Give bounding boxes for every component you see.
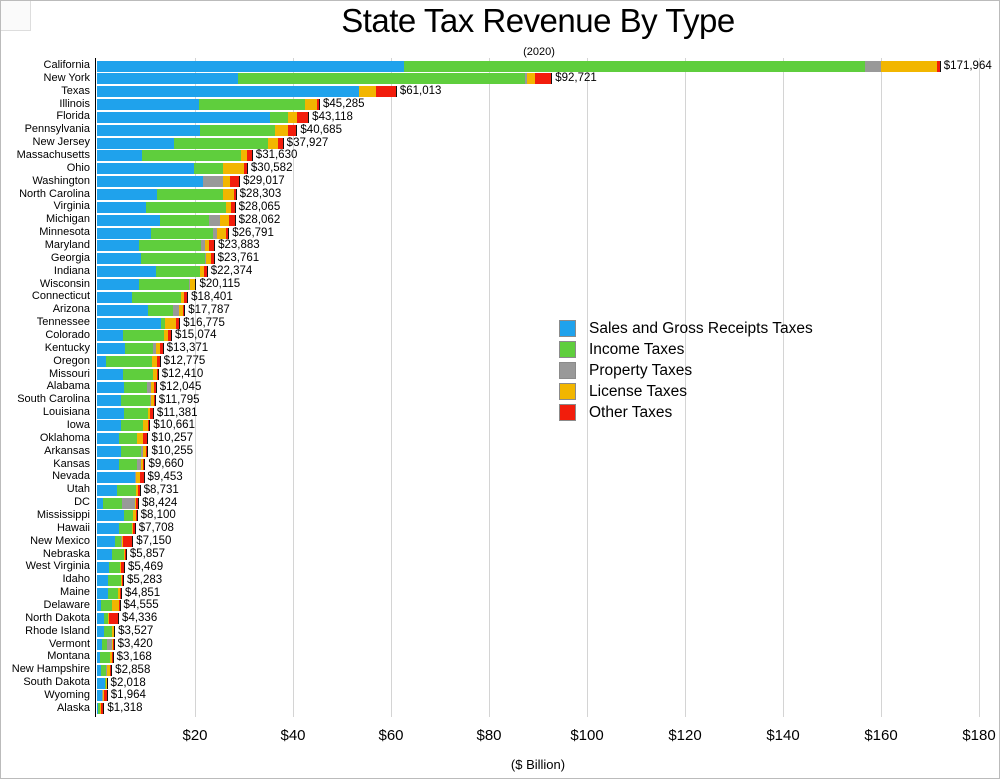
bar-segment-sales bbox=[97, 395, 121, 406]
bar-value-label: $13,371 bbox=[166, 342, 209, 355]
bar-row bbox=[97, 562, 163, 573]
bar-segment-property bbox=[203, 176, 223, 187]
state-label: Kentucky bbox=[44, 341, 90, 354]
bar-segment-income bbox=[270, 112, 288, 123]
gridline bbox=[979, 58, 980, 717]
bar-row bbox=[97, 690, 146, 701]
bar-value-label: $1,964 bbox=[110, 689, 146, 702]
bar-segment-sales bbox=[97, 369, 123, 380]
y-axis-line bbox=[95, 58, 96, 717]
bar-row bbox=[97, 652, 152, 663]
bar-value-label: $37,927 bbox=[286, 136, 329, 149]
bar-segment-income bbox=[117, 485, 137, 496]
legend-item bbox=[559, 318, 813, 339]
legend-label: Other Taxes bbox=[589, 403, 673, 421]
legend-item bbox=[559, 339, 813, 360]
legend-swatch-license bbox=[559, 383, 576, 400]
legend-swatch-income bbox=[559, 341, 576, 358]
state-label: Maine bbox=[60, 586, 90, 599]
bar-segment-sales bbox=[97, 215, 160, 226]
state-label: Michigan bbox=[45, 213, 90, 226]
bar-segment-other bbox=[288, 125, 296, 136]
bar-row bbox=[97, 240, 260, 251]
bar-row bbox=[97, 369, 203, 380]
bar-segment-income bbox=[108, 588, 118, 599]
bar-segment-sales bbox=[97, 356, 106, 367]
bar-segment-license bbox=[217, 228, 226, 239]
bar-segment-income bbox=[101, 600, 111, 611]
bar-row bbox=[97, 510, 176, 521]
state-label: Montana bbox=[47, 650, 90, 663]
bar-row bbox=[97, 228, 274, 239]
bar-row bbox=[97, 61, 992, 72]
bar-segment-other bbox=[230, 176, 239, 187]
bar-value-label: $12,410 bbox=[161, 368, 204, 381]
bar-segment-sales bbox=[97, 163, 194, 174]
legend-swatch-property bbox=[559, 362, 576, 379]
bar-segment-income bbox=[148, 305, 173, 316]
bar-value-label: $23,761 bbox=[217, 252, 260, 265]
state-label: Tennessee bbox=[36, 316, 90, 329]
gridline bbox=[881, 58, 882, 717]
bar-value-label: $3,420 bbox=[117, 638, 153, 651]
bar-row bbox=[97, 279, 240, 290]
axis-tick-label: $80 bbox=[476, 727, 502, 744]
bar-segment-income bbox=[121, 446, 142, 457]
bar-segment-income bbox=[139, 279, 189, 290]
bar-segment-sales bbox=[97, 73, 238, 84]
bar-value-label: $28,303 bbox=[239, 188, 282, 201]
bar-segment-sales bbox=[97, 138, 174, 149]
bar-row bbox=[97, 202, 280, 213]
bar-row bbox=[97, 678, 146, 689]
legend bbox=[559, 318, 813, 423]
bar-segment-license bbox=[288, 112, 297, 123]
bar-value-label: $9,453 bbox=[147, 470, 183, 483]
bar-value-label: $7,708 bbox=[138, 522, 174, 535]
bar-segment-sales bbox=[97, 125, 200, 136]
bar-segment-sales bbox=[97, 318, 161, 329]
bar-value-label: $23,883 bbox=[218, 239, 260, 252]
state-label: New Mexico bbox=[30, 534, 90, 547]
axis-tick-label: $60 bbox=[378, 727, 404, 744]
bar-row bbox=[97, 318, 225, 329]
bar-row bbox=[97, 536, 171, 547]
chart-title: State Tax Revenue By Type bbox=[341, 2, 735, 39]
bar-segment-sales bbox=[97, 292, 132, 303]
bar-value-label: $1,318 bbox=[107, 702, 143, 715]
bar-segment-license bbox=[165, 318, 176, 329]
state-label: Virginia bbox=[53, 200, 90, 213]
state-label: Utah bbox=[66, 483, 90, 496]
state-label: Connecticut bbox=[31, 290, 90, 303]
legend-swatch-other bbox=[559, 404, 576, 421]
bar-segment-sales bbox=[97, 613, 104, 624]
bar-row bbox=[97, 433, 193, 444]
bar-value-label: $10,257 bbox=[151, 432, 194, 445]
axis-tick-label: $180 bbox=[962, 727, 996, 744]
bar-segment-income bbox=[124, 408, 148, 419]
bar-value-label: $11,795 bbox=[158, 393, 200, 406]
bar-segment-income bbox=[194, 163, 223, 174]
state-label: Vermont bbox=[49, 637, 90, 650]
bar-row bbox=[97, 549, 165, 560]
bar-row bbox=[97, 73, 597, 84]
bar-segment-income bbox=[200, 125, 275, 136]
bar-value-label: $28,062 bbox=[238, 213, 281, 226]
state-label: Colorado bbox=[45, 328, 90, 341]
legend-label: Income Taxes bbox=[589, 340, 685, 358]
bar-segment-sales bbox=[97, 253, 141, 264]
bar-row bbox=[97, 420, 195, 431]
bar-row bbox=[97, 138, 328, 149]
bar-segment-sales bbox=[97, 99, 199, 110]
bar-value-label: $5,469 bbox=[127, 560, 164, 573]
bar-row bbox=[97, 330, 217, 341]
legend-item bbox=[559, 402, 813, 423]
bar-segment-sales bbox=[97, 202, 146, 213]
bar-segment-sales bbox=[97, 678, 105, 689]
bar-row bbox=[97, 408, 198, 419]
axis-tick-label: $100 bbox=[570, 727, 604, 744]
bar-value-label: $22,374 bbox=[210, 265, 253, 278]
legend-label: Property Taxes bbox=[589, 361, 693, 379]
legend-label: License Taxes bbox=[589, 382, 687, 400]
state-label: Florida bbox=[56, 110, 90, 123]
legend-item bbox=[559, 360, 813, 381]
bar-row bbox=[97, 613, 157, 624]
bar-row bbox=[97, 446, 193, 457]
state-label: Oklahoma bbox=[39, 431, 90, 444]
bar-segment-other bbox=[376, 86, 396, 97]
bar-value-label: $28,065 bbox=[238, 200, 281, 213]
bar-segment-income bbox=[125, 343, 152, 354]
bar-value-label: $4,336 bbox=[122, 612, 158, 625]
bar-row bbox=[97, 639, 153, 650]
bar-segment-income bbox=[104, 626, 111, 637]
state-label: North Dakota bbox=[25, 611, 90, 624]
gridline bbox=[391, 58, 392, 717]
bar-value-label: $12,045 bbox=[159, 380, 202, 393]
bar-row bbox=[97, 292, 233, 303]
state-label: North Carolina bbox=[19, 187, 90, 200]
state-label: Alabama bbox=[46, 380, 90, 393]
bar-segment-license bbox=[112, 600, 119, 611]
axis-tick-label: $140 bbox=[766, 727, 800, 744]
bar-value-label: $12,775 bbox=[163, 355, 206, 368]
state-label: Louisiana bbox=[42, 406, 90, 419]
bar-row bbox=[97, 575, 162, 586]
bar-segment-income bbox=[142, 150, 241, 161]
bar-segment-sales bbox=[97, 305, 148, 316]
legend-label: Sales and Gross Receipts Taxes bbox=[589, 319, 813, 337]
bar-value-label: $4,851 bbox=[124, 586, 161, 599]
bar-row bbox=[97, 382, 201, 393]
bar-row bbox=[97, 395, 200, 406]
bar-value-label: $4,555 bbox=[123, 599, 159, 612]
bar-segment-sales bbox=[97, 176, 203, 187]
state-label: Mississippi bbox=[36, 508, 90, 521]
bar-segment-income bbox=[108, 575, 120, 586]
x-axis-title: ($ Billion) bbox=[510, 757, 566, 772]
bar-row bbox=[97, 523, 174, 534]
bar-row bbox=[97, 150, 297, 161]
state-label: DC bbox=[74, 496, 90, 509]
bar-segment-license bbox=[275, 125, 288, 136]
bar-row bbox=[97, 86, 441, 97]
bar-value-label: $5,857 bbox=[129, 548, 166, 561]
bar-value-label: $20,115 bbox=[199, 278, 241, 291]
bar-segment-other bbox=[535, 73, 551, 84]
bar-segment-sales bbox=[97, 510, 124, 521]
bar-segment-sales bbox=[97, 112, 270, 123]
state-label: Washington bbox=[32, 174, 90, 187]
bar-row bbox=[97, 703, 143, 714]
bar-value-label: $31,630 bbox=[255, 149, 298, 162]
bar-row bbox=[97, 266, 252, 277]
state-label: New York bbox=[43, 71, 90, 84]
bar-segment-license bbox=[527, 73, 535, 84]
bar-segment-sales bbox=[97, 408, 124, 419]
bar-value-label: $43,118 bbox=[312, 110, 353, 123]
bar-segment-sales bbox=[97, 279, 139, 290]
bar-segment-income bbox=[103, 498, 123, 509]
bar-value-label: $10,661 bbox=[153, 419, 195, 432]
bar-segment-license bbox=[268, 138, 277, 149]
bar-segment-sales bbox=[97, 562, 109, 573]
axis-tick-label: $120 bbox=[668, 727, 702, 744]
state-label: Missouri bbox=[49, 367, 90, 380]
bar-segment-sales bbox=[97, 575, 108, 586]
bar-value-label: $16,775 bbox=[183, 316, 225, 329]
legend-item bbox=[559, 381, 813, 402]
state-label: New Hampshire bbox=[11, 663, 90, 676]
bar-segment-sales bbox=[97, 61, 404, 72]
state-label: Arkansas bbox=[44, 444, 90, 457]
axis-tick-label: $40 bbox=[280, 727, 306, 744]
bar-value-label: $5,283 bbox=[126, 573, 163, 586]
bar-segment-license bbox=[220, 215, 229, 226]
bar-segment-income bbox=[139, 240, 201, 251]
bar-segment-license bbox=[359, 86, 376, 97]
bar-segment-sales bbox=[97, 86, 359, 97]
bar-segment-income bbox=[404, 61, 866, 72]
state-label: Iowa bbox=[66, 418, 90, 431]
bar-segment-other bbox=[297, 112, 308, 123]
bar-segment-sales bbox=[97, 472, 135, 483]
bar-value-label: $3,168 bbox=[116, 650, 152, 663]
state-label: Oregon bbox=[53, 354, 90, 367]
bar-value-label: $61,013 bbox=[399, 85, 442, 98]
bar-segment-sales bbox=[97, 626, 104, 637]
bar-segment-income bbox=[151, 228, 213, 239]
state-label: California bbox=[43, 59, 90, 71]
bar-segment-income bbox=[112, 549, 124, 560]
bar-value-label: $30,582 bbox=[250, 162, 293, 175]
bar-segment-sales bbox=[97, 485, 117, 496]
state-label: Ohio bbox=[66, 161, 90, 174]
bar-row bbox=[97, 99, 365, 110]
bar-value-label: $10,255 bbox=[151, 445, 194, 458]
axis-tick-label: $20 bbox=[182, 727, 208, 744]
state-label: New Jersey bbox=[32, 136, 90, 149]
bar-value-label: $45,285 bbox=[322, 98, 365, 111]
state-label: Georgia bbox=[50, 251, 90, 264]
bar-segment-other bbox=[123, 536, 132, 547]
bar-segment-license bbox=[223, 189, 234, 200]
bar-segment-income bbox=[121, 420, 144, 431]
bar-segment-sales bbox=[97, 433, 119, 444]
state-label: Alaska bbox=[56, 701, 90, 714]
bar-segment-income bbox=[199, 99, 304, 110]
state-label: Delaware bbox=[43, 598, 90, 611]
legend-swatch-sales bbox=[559, 320, 576, 337]
bar-segment-income bbox=[132, 292, 181, 303]
bar-segment-license bbox=[223, 163, 245, 174]
bar-row bbox=[97, 472, 183, 483]
bar-value-label: $3,527 bbox=[118, 625, 154, 638]
bar-row bbox=[97, 485, 179, 496]
chart-subtitle: (2020) bbox=[523, 46, 555, 58]
state-label: Wisconsin bbox=[39, 277, 90, 290]
state-label: Massachusetts bbox=[16, 148, 90, 161]
bar-row bbox=[97, 215, 280, 226]
bar-row bbox=[97, 588, 160, 599]
bar-value-label: $11,381 bbox=[156, 406, 198, 419]
state-label: Arizona bbox=[52, 303, 90, 316]
state-label: Texas bbox=[61, 84, 90, 97]
bar-segment-income bbox=[146, 202, 226, 213]
bar-segment-income bbox=[121, 395, 151, 406]
bar-segment-sales bbox=[97, 446, 121, 457]
bar-segment-income bbox=[106, 356, 152, 367]
bar-value-label: $8,731 bbox=[143, 483, 179, 496]
bar-value-label: $40,685 bbox=[300, 123, 342, 136]
bar-segment-sales bbox=[97, 588, 108, 599]
axis-tick-label: $160 bbox=[864, 727, 898, 744]
state-label: Nevada bbox=[52, 470, 90, 483]
bar-value-label: $2,858 bbox=[115, 663, 151, 676]
state-label: Illinois bbox=[59, 97, 90, 110]
bar-value-label: $26,791 bbox=[232, 226, 274, 239]
bar-segment-income bbox=[109, 562, 119, 573]
bar-segment-sales bbox=[97, 228, 151, 239]
bar-segment-income bbox=[100, 652, 110, 663]
bar-segment-property bbox=[122, 498, 135, 509]
bar-row bbox=[97, 189, 281, 200]
bar-segment-sales bbox=[97, 189, 157, 200]
bar-segment-other bbox=[109, 613, 118, 624]
bar-segment-sales bbox=[97, 420, 121, 431]
bar-segment-income bbox=[123, 369, 153, 380]
bar-segment-sales bbox=[97, 459, 119, 470]
bar-segment-license bbox=[881, 61, 937, 72]
bar-segment-income bbox=[174, 138, 268, 149]
state-label: Idaho bbox=[62, 573, 90, 586]
bar-row bbox=[97, 626, 153, 637]
bar-segment-income bbox=[160, 215, 209, 226]
bar-value-label: $92,721 bbox=[555, 72, 597, 85]
state-label: South Dakota bbox=[23, 676, 90, 689]
bar-value-label: $171,964 bbox=[943, 59, 992, 72]
bar-segment-sales bbox=[97, 343, 125, 354]
bar-segment-sales bbox=[97, 266, 156, 277]
state-label: Nebraska bbox=[42, 547, 90, 560]
bar-segment-sales bbox=[97, 240, 139, 251]
bar-value-label: $7,150 bbox=[136, 535, 172, 548]
bar-value-label: $17,787 bbox=[188, 303, 230, 316]
bar-segment-income bbox=[141, 253, 205, 264]
bar-segment-income bbox=[238, 73, 526, 84]
bar-row bbox=[97, 125, 342, 136]
state-label: Indiana bbox=[53, 264, 90, 277]
bar-row bbox=[97, 112, 353, 123]
bar-segment-income bbox=[119, 523, 132, 534]
bar-row bbox=[97, 459, 184, 470]
bar-segment-income bbox=[119, 433, 137, 444]
bar-row bbox=[97, 498, 177, 509]
bar-segment-sales bbox=[97, 523, 119, 534]
bar-value-label: $15,074 bbox=[174, 329, 217, 342]
state-label: Rhode Island bbox=[25, 624, 90, 637]
bar-value-label: $9,660 bbox=[148, 458, 184, 471]
bar-row bbox=[97, 176, 285, 187]
bar-row bbox=[97, 600, 159, 611]
bar-segment-sales bbox=[97, 536, 115, 547]
bar-value-label: $8,100 bbox=[140, 509, 176, 522]
bar-segment-property bbox=[209, 215, 221, 226]
bar-segment-income bbox=[119, 459, 138, 470]
bar-value-label: $18,401 bbox=[191, 290, 233, 303]
state-label: Minnesota bbox=[39, 226, 90, 239]
bar-value-label: $29,017 bbox=[243, 175, 285, 188]
bar-segment-sales bbox=[97, 382, 124, 393]
bar-segment-income bbox=[156, 266, 200, 277]
bar-row bbox=[97, 253, 259, 264]
bar-value-label: $2,018 bbox=[110, 676, 146, 689]
state-label: West Virginia bbox=[25, 560, 90, 573]
bar-segment-license bbox=[305, 99, 316, 110]
bar-value-label: $8,424 bbox=[142, 496, 178, 509]
bar-segment-license bbox=[223, 176, 230, 187]
bar-row bbox=[97, 305, 230, 316]
state-label: Kansas bbox=[53, 457, 90, 470]
bar-segment-income bbox=[157, 189, 223, 200]
bar-row bbox=[97, 343, 208, 354]
bar-segment-income bbox=[123, 330, 163, 341]
bar-row bbox=[97, 665, 150, 676]
state-label: Maryland bbox=[44, 238, 90, 251]
state-label: Pennsylvania bbox=[24, 123, 90, 136]
state-label: Wyoming bbox=[44, 688, 90, 701]
bar-segment-sales bbox=[97, 330, 123, 341]
bar-segment-income bbox=[124, 510, 133, 521]
bar-segment-property bbox=[865, 61, 880, 72]
bar-segment-sales bbox=[97, 549, 112, 560]
state-label: Hawaii bbox=[56, 521, 90, 534]
bar-row bbox=[97, 163, 292, 174]
bar-segment-sales bbox=[97, 150, 142, 161]
bar-row bbox=[97, 356, 205, 367]
gridline bbox=[489, 58, 490, 717]
state-label: South Carolina bbox=[17, 393, 90, 406]
bar-segment-income bbox=[124, 382, 148, 393]
